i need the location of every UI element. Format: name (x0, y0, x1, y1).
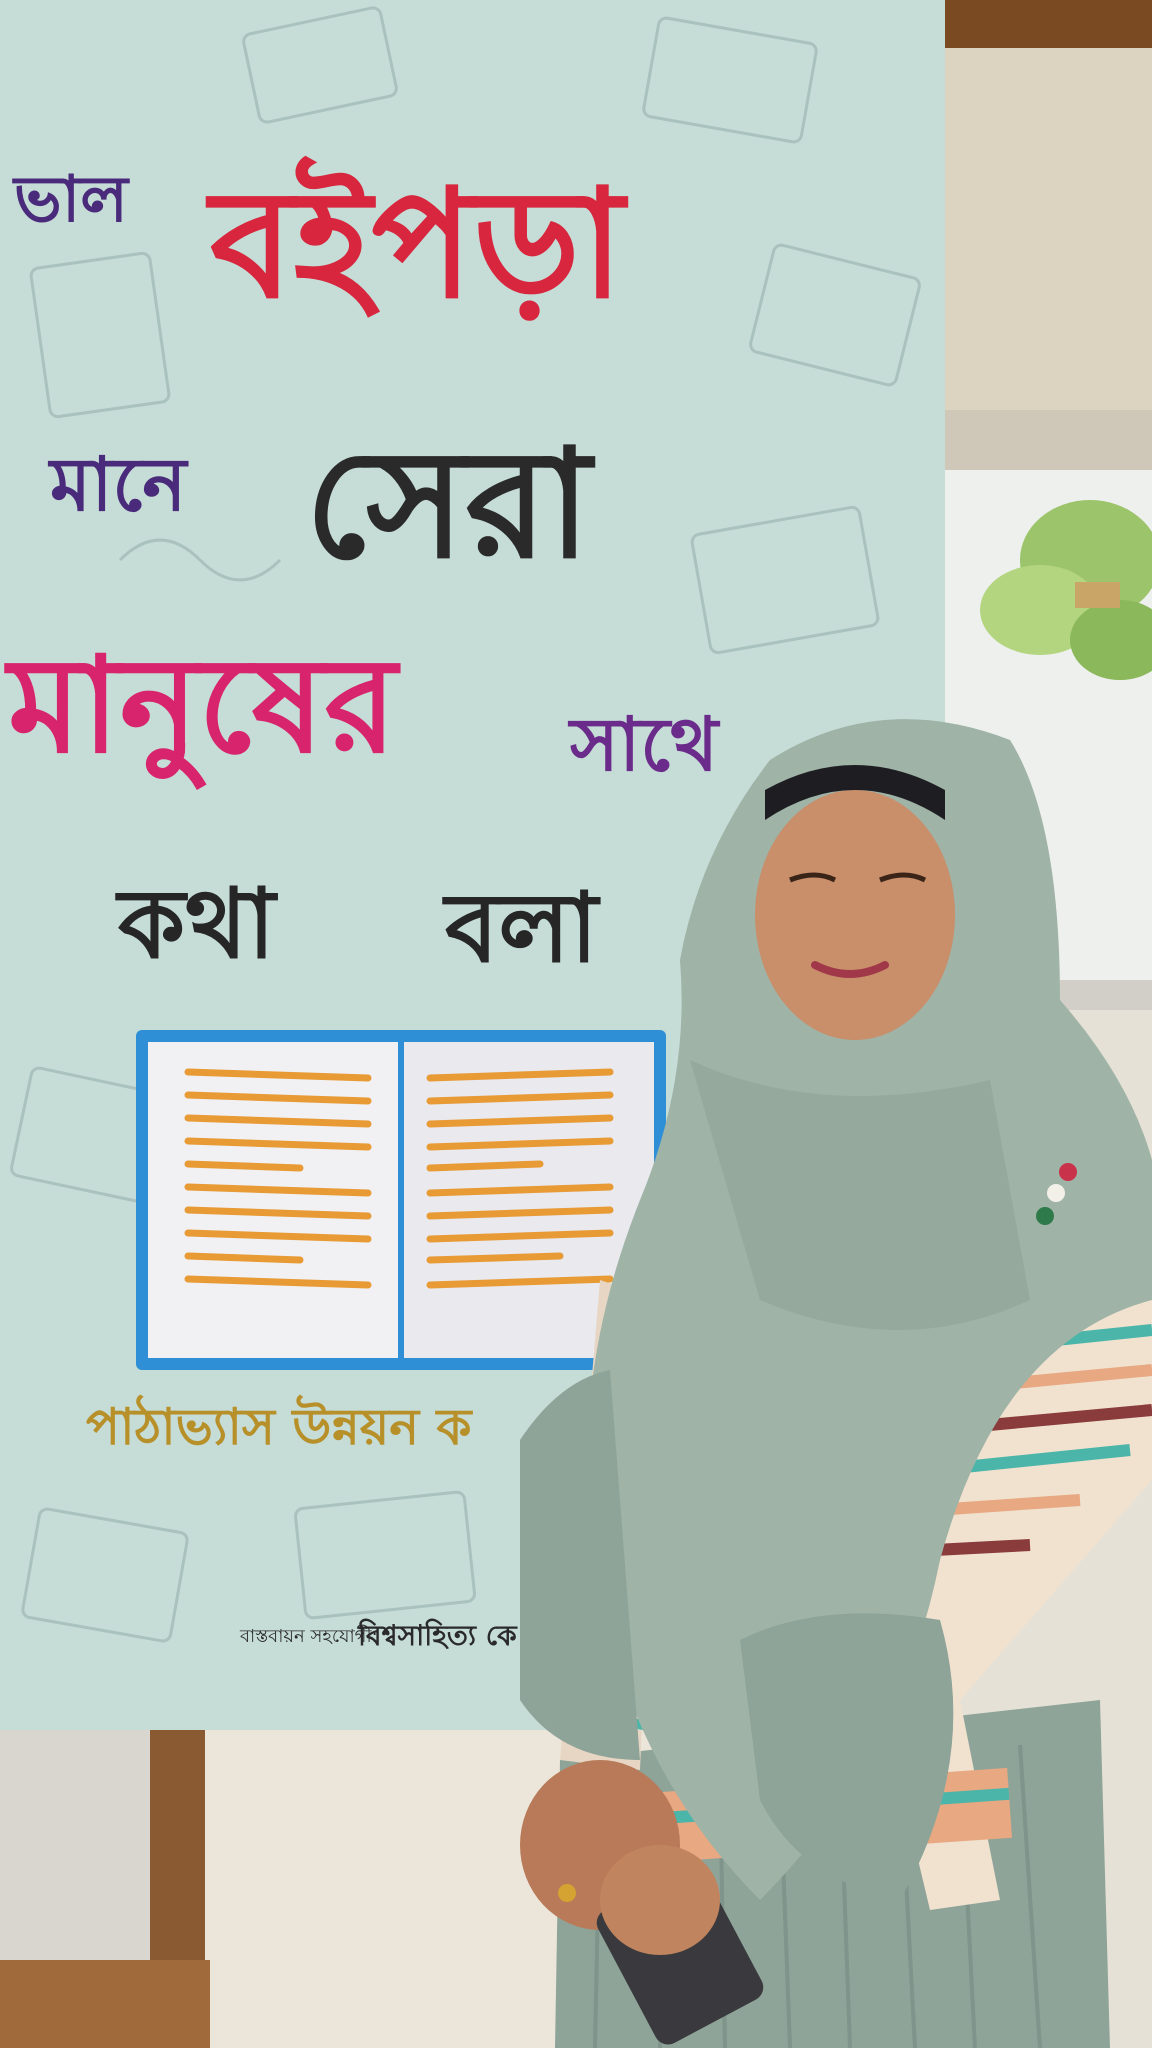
banner-title-sera: সেরা (305, 418, 591, 592)
upper-wall (940, 40, 1152, 410)
banner-word-sathe: সাথে (570, 702, 718, 788)
banner-title-boipora: বইপড়া (210, 158, 624, 332)
outside-railing (1060, 980, 1152, 1010)
banner-word-bola: বলা (445, 872, 598, 984)
banner-sponsor-name: বিশ্বসাহিত্য কে (358, 1619, 517, 1652)
banner-organization: পাঠাভ্যাস উন্নয়ন ক (86, 1398, 472, 1456)
open-book-illustration (136, 1030, 666, 1370)
window-glass (0, 1710, 150, 1980)
sign-outside (1075, 582, 1120, 608)
banner-word-kotha: কথা (118, 868, 276, 980)
banner-sponsor-label: বাস্তবায়ন সহযোগী: (240, 1626, 378, 1647)
ledge (920, 410, 1152, 470)
banner-title-manusher: মানুষের (8, 629, 397, 783)
banner-word-bhalo: ভাল (14, 163, 128, 237)
banner-word-mane: মানে (50, 442, 187, 528)
door-frame-top (920, 0, 1152, 48)
window-sill (0, 1960, 210, 2048)
